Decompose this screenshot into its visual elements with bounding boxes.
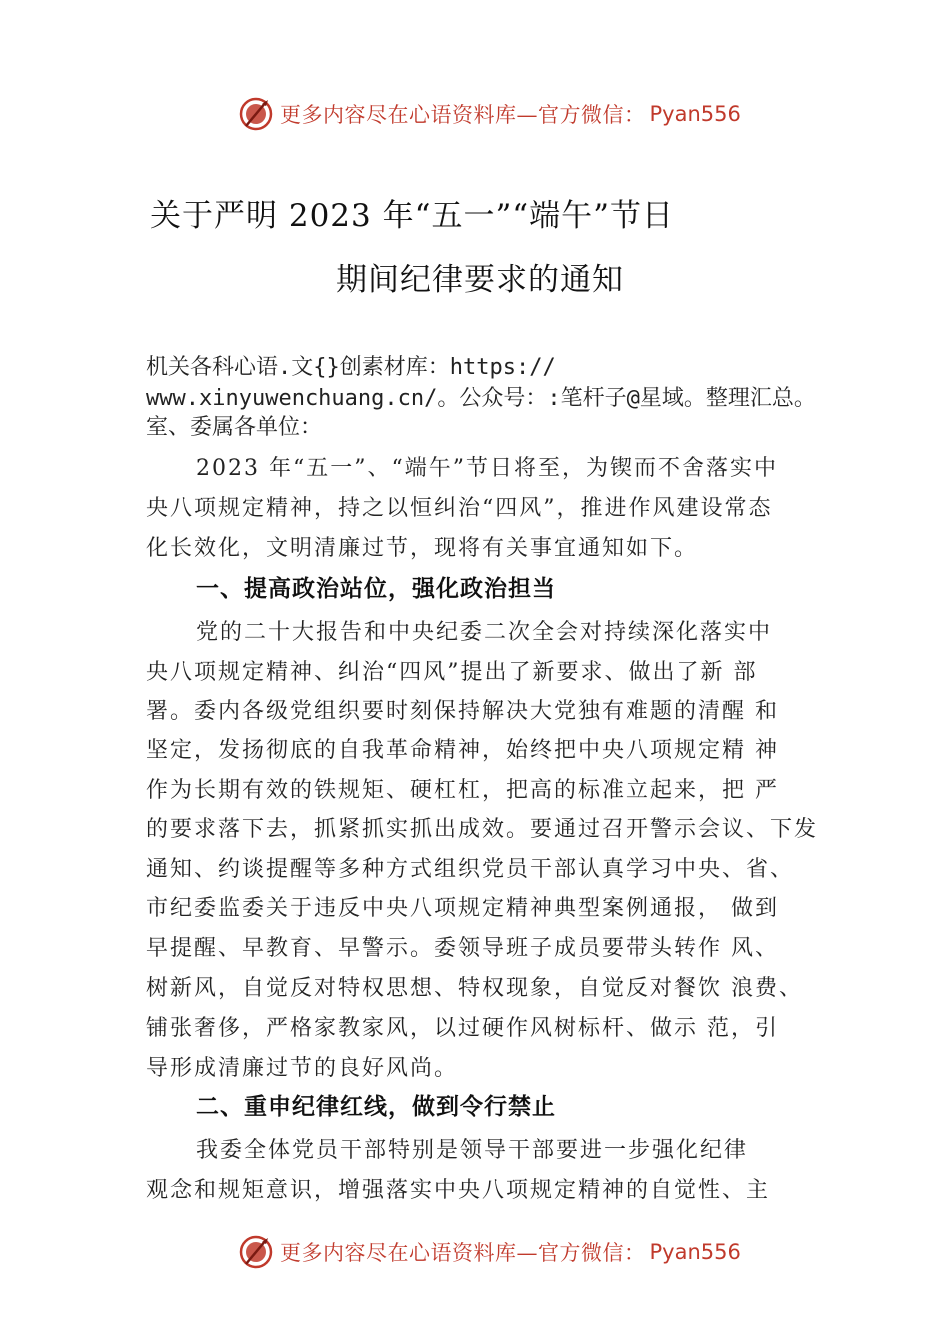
- body-line: 树新风，自觉反对特权思想、特权现象，自觉反对餐饮 浪费、: [146, 976, 803, 1001]
- body-line: 铺张奢侈，严格家教家风，以过硬作风树标杆、做示 范，引: [146, 1016, 779, 1041]
- body-line: 坚定，发扬彻底的自我革命精神，始终把中央八项规定精 神: [146, 738, 779, 763]
- body-line: 观念和规矩意识，增强落实中央八项规定精神的自觉性、主: [146, 1178, 771, 1203]
- banner-handle: Pyan556: [649, 102, 741, 126]
- quill-logo-icon: [238, 96, 274, 132]
- header-line: 机关各科心语.文{}创素材库：https://: [146, 355, 556, 380]
- watermark-banner-top: [238, 94, 741, 134]
- banner-text: 更多内容尽在心语资料库—官方微信：: [280, 103, 646, 127]
- document-title-line-2: 期间纪律要求的通知: [336, 262, 624, 298]
- watermark-banner-bottom: [238, 1232, 741, 1272]
- document-title-line-1: 关于严明 2023 年“五一”“端午”节日: [150, 198, 674, 234]
- intro-line: 央八项规定精神，持之以恒纠治“四风”，推进作风建设常态: [146, 496, 773, 521]
- body-line: 市纪委监委关于违反中央八项规定精神典型案例通报， 做到: [146, 896, 779, 921]
- body-line: 党的二十大报告和中央纪委二次全会对持续深化落实中: [196, 620, 773, 645]
- body-line: 的要求落下去，抓紧抓实抓出成效。要通过召开警示会议、下发: [146, 817, 819, 842]
- body-line: 导形成清廉过节的良好风尚。: [146, 1056, 459, 1081]
- body-line: 我委全体党员干部特别是领导干部要进一步强化纪律: [196, 1138, 749, 1163]
- banner-handle: Pyan556: [649, 1240, 741, 1264]
- header-line: www.xinyuwenchuang.cn/。公众号：:笔杆子@星域。整理汇总。: [146, 386, 816, 411]
- banner-text: 更多内容尽在心语资料库—官方微信：: [280, 1241, 646, 1265]
- section-heading-1: 一、提高政治站位，强化政治担当: [196, 576, 556, 602]
- quill-logo-icon: [238, 1234, 274, 1270]
- body-line: 作为长期有效的铁规矩、硬杠杠，把高的标准立起来，把 严: [146, 778, 779, 803]
- body-line: 通知、约谈提醒等多种方式组织党员干部认真学习中央、省、: [146, 857, 795, 882]
- section-heading-2: 二、重申纪律红线，做到令行禁止: [196, 1094, 556, 1120]
- body-line: 央八项规定精神、纠治“四风”提出了新要求、做出了新 部: [146, 660, 758, 685]
- addressee-line: 室、委属各单位：: [146, 415, 323, 440]
- intro-line: 2023 年“五一”、“端午”节日将至，为锲而不舍落实中: [196, 456, 778, 481]
- body-line: 署。委内各级党组织要时刻保持解决大党独有难题的清醒 和: [146, 699, 779, 724]
- intro-line: 化长效化，文明清廉过节，现将有关事宜通知如下。: [146, 536, 699, 561]
- body-line: 早提醒、早教育、早警示。委领导班子成员要带头转作 风、: [146, 936, 779, 961]
